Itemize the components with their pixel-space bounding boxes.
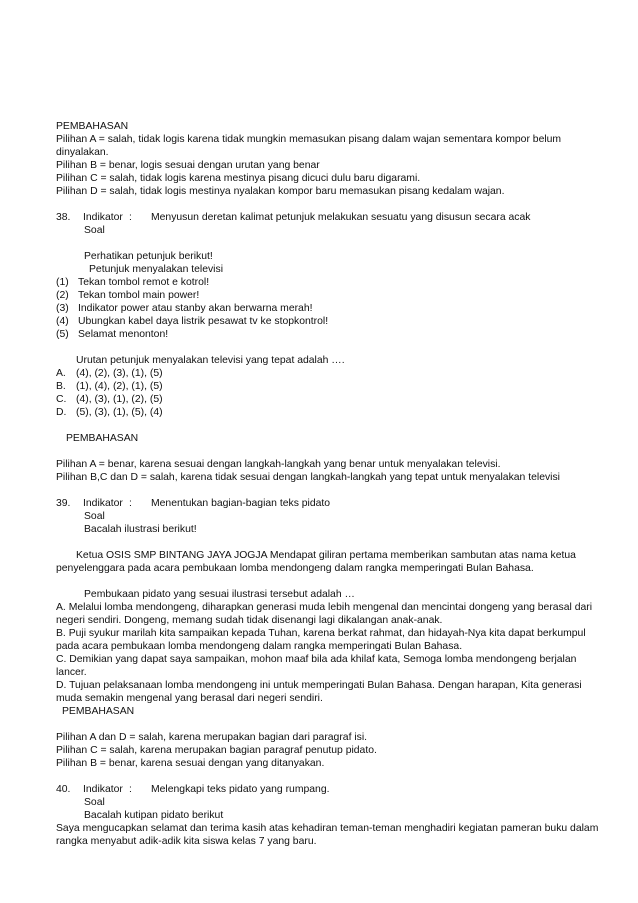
list-item: (2) Tekan tombol main power! (56, 290, 200, 301)
text-line: dinyalakan. (56, 147, 109, 158)
text-line: pada acara pembukaan lomba mendongeng dalam rangka memperingati Bulan Bahasa. (56, 641, 463, 652)
answer-option: A. (4), (2), (3), (1), (5) (56, 368, 163, 379)
indikator-text: Menentukan bagian-bagian teks pidato (151, 498, 331, 509)
question-number: 39. (56, 498, 71, 509)
answer-option: B. (1), (4), (2), (1), (5) (56, 381, 163, 392)
separator: : (129, 212, 132, 223)
question-text: Pembukaan pidato yang sesuai ilustrasi tersebut adalah … (84, 589, 355, 600)
answer-option: D. (5), (3), (1), (5), (4) (56, 407, 163, 418)
instruction: Perhatikan petunjuk berikut! (84, 251, 213, 262)
pembahasan-heading-39: PEMBAHASAN (62, 706, 135, 717)
text-line: Pilihan A dan D = salah, karena merupakan bagian dari paragraf isi. (56, 732, 368, 743)
question-40-header (56, 783, 329, 796)
separator: : (129, 498, 132, 509)
separator: : (129, 784, 132, 795)
list-item: (4) Ubungkan kabel daya listrik pesawat tv ke stopkontrol! (56, 316, 329, 327)
text-line: penyelenggara pada acara pembukaan lomba mendongeng dalam rangka memperingati Bulan Bahasa. (56, 563, 534, 574)
text-line: Pilihan B = benar, karena sesuai dengan yang ditanyakan. (56, 758, 325, 769)
soal-label: Soal (84, 225, 105, 236)
question-39-header (56, 497, 330, 510)
instruction: Bacalah ilustrasi berikut! (84, 524, 197, 535)
answer-option: A. Melalui lomba mendongeng, diharapkan generasi muda lebih mengenal dan mencintai dongeng yang berasal dari (56, 602, 593, 613)
text-line: Pilihan C = salah, tidak logis karena mestinya pisang dicuci dulu baru digarami. (56, 173, 421, 184)
question-number: 38. (56, 212, 71, 223)
text-line: Saya mengucapkan selamat dan terima kasih atas kehadiran teman-teman menghadiri kegiatan pameran buku dalam (56, 823, 599, 834)
pembahasan-heading-37: PEMBAHASAN (56, 121, 129, 132)
indikator-label: Indikator (83, 784, 123, 795)
question-number: 40. (56, 784, 71, 795)
text-line: Pilihan B,C dan D = salah, karena tidak sesuai dengan langkah-langkah yang tepat untuk menyalakan televisi (56, 472, 560, 483)
list-item: (1) Tekan tombol remot e kotrol! (56, 277, 210, 288)
text-line: Ketua OSIS SMP BINTANG JAYA JOGJA Mendapat giliran pertama memberikan sambutan atas nama ketua (76, 550, 576, 561)
question-text: Urutan petunjuk menyalakan televisi yang tepat adalah …. (76, 355, 345, 366)
question-38-header (56, 211, 530, 224)
instruction: Bacalah kutipan pidato berikut (84, 810, 224, 821)
text-line: rangka menyabut adik-adik kita siswa kelas 7 yang baru. (56, 836, 317, 847)
list-item: (3) Indikator power atau stanby akan berwarna merah! (56, 303, 313, 314)
text-line: Pilihan A = salah, tidak logis karena tidak mungkin memasukan pisang dalam wajan sementara kompor belum (56, 134, 562, 145)
soal-label: Soal (84, 511, 105, 522)
answer-option: C. (4), (3), (1), (2), (5) (56, 394, 163, 405)
indikator-text: Melengkapi teks pidato yang rumpang. (151, 784, 330, 795)
answer-option: C. Demikian yang dapat saya sampaikan, mohon maaf bila ada khilaf kata, Semoga lomba mendongeng berjalan (56, 654, 577, 665)
text-line: Pilihan C = salah, karena merupakan bagian paragraf penutup pidato. (56, 745, 377, 756)
soal-label: Soal (84, 797, 105, 808)
text-line: muda semakin mengenal yang berasal dari negeri sendiri. (56, 693, 323, 704)
text-line: Pilihan D = salah, tidak logis mestinya nyalakan kompor baru memasukan pisang kedalam wajan. (56, 186, 505, 197)
text-line: Pilihan B = benar, logis sesuai dengan urutan yang benar (56, 160, 320, 171)
text-line: negeri sendiri. Dongeng, memang sudah tidak disenangi lagi dikalangan anak-anak. (56, 615, 443, 626)
answer-option: B. Puji syukur marilah kita sampaikan kepada Tuhan, karena berkat rahmat, dan hidayah-Nya kita dapat berkumpul (56, 628, 586, 639)
indikator-label: Indikator (83, 498, 123, 509)
pembahasan-heading-38: PEMBAHASAN (66, 433, 139, 444)
instruction-title: Petunjuk menyalakan televisi (89, 264, 223, 275)
text-line: Pilihan A = benar, karena sesuai dengan langkah-langkah yang benar untuk menyalakan televisi. (56, 459, 501, 470)
indikator-label: Indikator (83, 212, 123, 223)
answer-option: D. Tujuan pelaksanaan lomba mendongeng ini untuk memperingati Bulan Bahasa. Dengan harapan, Kita generasi (56, 680, 582, 691)
text-line: lancer. (56, 667, 87, 678)
indikator-text: Menyusun deretan kalimat petunjuk melakukan sesuatu yang disusun secara acak (151, 212, 531, 223)
list-item: (5) Selamat menonton! (56, 329, 169, 340)
